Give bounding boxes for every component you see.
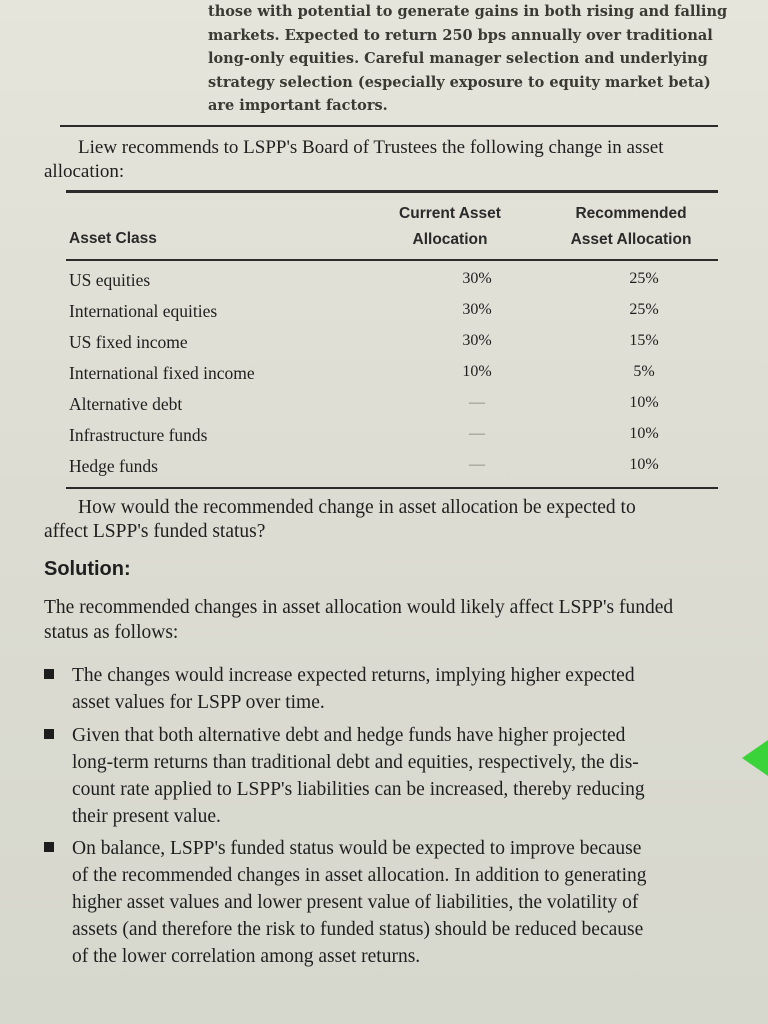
bullet-text: Given that both alternative debt and hedge funds have higher projected long-term returns than traditional debt and equities, respectively, the dis- count rate applied to LSPP's liabilities can be increased, thereby reducing their present value. — [72, 725, 645, 827]
solution-intro — [44, 595, 673, 645]
question-paragraph — [44, 496, 636, 544]
bullet-square-icon — [44, 729, 54, 739]
asset-class-cell: Infrastructure funds — [69, 425, 208, 445]
continuation-line: long-only equities. Careful manager selection and underlying — [208, 50, 708, 67]
table-row — [69, 270, 689, 301]
continuation-line: are important factors. — [208, 97, 388, 114]
recommended-allocation-cell: 25% — [629, 270, 659, 287]
recommended-allocation-cell: 10% — [629, 425, 659, 442]
table-row — [69, 425, 689, 456]
current-allocation-cell: 30% — [462, 270, 492, 287]
bullet-item — [44, 662, 744, 716]
continuation-line: strategy selection (especially exposure to equity market beta) — [208, 73, 711, 91]
allocation-table-top-rule — [66, 190, 718, 193]
current-allocation-cell: — — [469, 425, 485, 442]
table-row — [69, 394, 689, 425]
recommended-allocation-cell: 25% — [629, 301, 659, 318]
bullet-square-icon — [44, 669, 54, 679]
asset-class-cell: International fixed income — [69, 363, 255, 383]
allocation-table-bottom-rule — [66, 487, 718, 489]
bullet-square-icon — [44, 842, 54, 852]
asset-class-cell: Alternative debt — [69, 394, 183, 414]
bullet-text: On balance, LSPP's funded status would be expected to improve because of the recommended changes in asset allocation. In addition to generating higher asset values and lower present value of liabilities, the volatility of assets (and therefore the risk to funded status) should be reduced because of the lower correlation among asset returns. — [72, 838, 647, 967]
header-recommended-allocation: Recommended Asset Allocation — [570, 205, 692, 248]
intro-line: allocation: — [44, 161, 125, 182]
recommended-allocation-cell: 15% — [629, 332, 659, 349]
solution-intro-line: status as follows: — [44, 622, 179, 643]
question-line: affect LSPP's funded status? — [44, 521, 266, 542]
hedge-fund-description-continuation — [208, 0, 728, 118]
current-allocation-cell: 30% — [462, 332, 492, 349]
allocation-header-rule — [66, 259, 718, 261]
current-allocation-cell: — — [469, 394, 485, 411]
left-arrow-icon — [742, 740, 768, 776]
intro-paragraph — [44, 136, 664, 184]
current-allocation-cell: — — [469, 456, 485, 473]
recommended-allocation-cell: 5% — [633, 363, 655, 380]
intro-line: Liew recommends to LSPP's Board of Trustees the following change in asset — [78, 137, 664, 158]
current-allocation-cell: 10% — [462, 363, 492, 380]
solution-heading: Solution: — [44, 558, 131, 580]
top-table-bottom-rule — [60, 125, 718, 127]
table-row — [69, 456, 689, 487]
continuation-line: markets. Expected to return 250 bps annually over traditional — [208, 26, 713, 44]
table-row — [69, 301, 689, 332]
header-asset-class: Asset Class — [69, 230, 157, 247]
solution-intro-line: The recommended changes in asset allocation would likely affect LSPP's funded — [44, 597, 674, 618]
current-allocation-cell: 30% — [462, 301, 492, 318]
table-row — [69, 332, 689, 363]
header-current-allocation: Current Asset Allocation — [399, 205, 501, 248]
table-row — [69, 363, 689, 394]
continuation-line: those with potential to generate gains in both rising and falling — [208, 3, 728, 20]
bullet-item — [44, 722, 744, 830]
asset-class-cell: US equities — [69, 270, 151, 290]
asset-class-cell: International equities — [69, 301, 218, 321]
asset-class-cell: US fixed income — [69, 332, 188, 352]
bullet-text: The changes would increase expected returns, implying higher expected asset values for LSPP over time. — [72, 665, 635, 713]
question-line: How would the recommended change in asset allocation be expected to — [78, 497, 636, 518]
recommended-allocation-cell: 10% — [629, 456, 659, 473]
bullet-item — [44, 835, 744, 970]
recommended-allocation-cell: 10% — [629, 394, 659, 411]
asset-class-cell: Hedge funds — [69, 456, 158, 476]
